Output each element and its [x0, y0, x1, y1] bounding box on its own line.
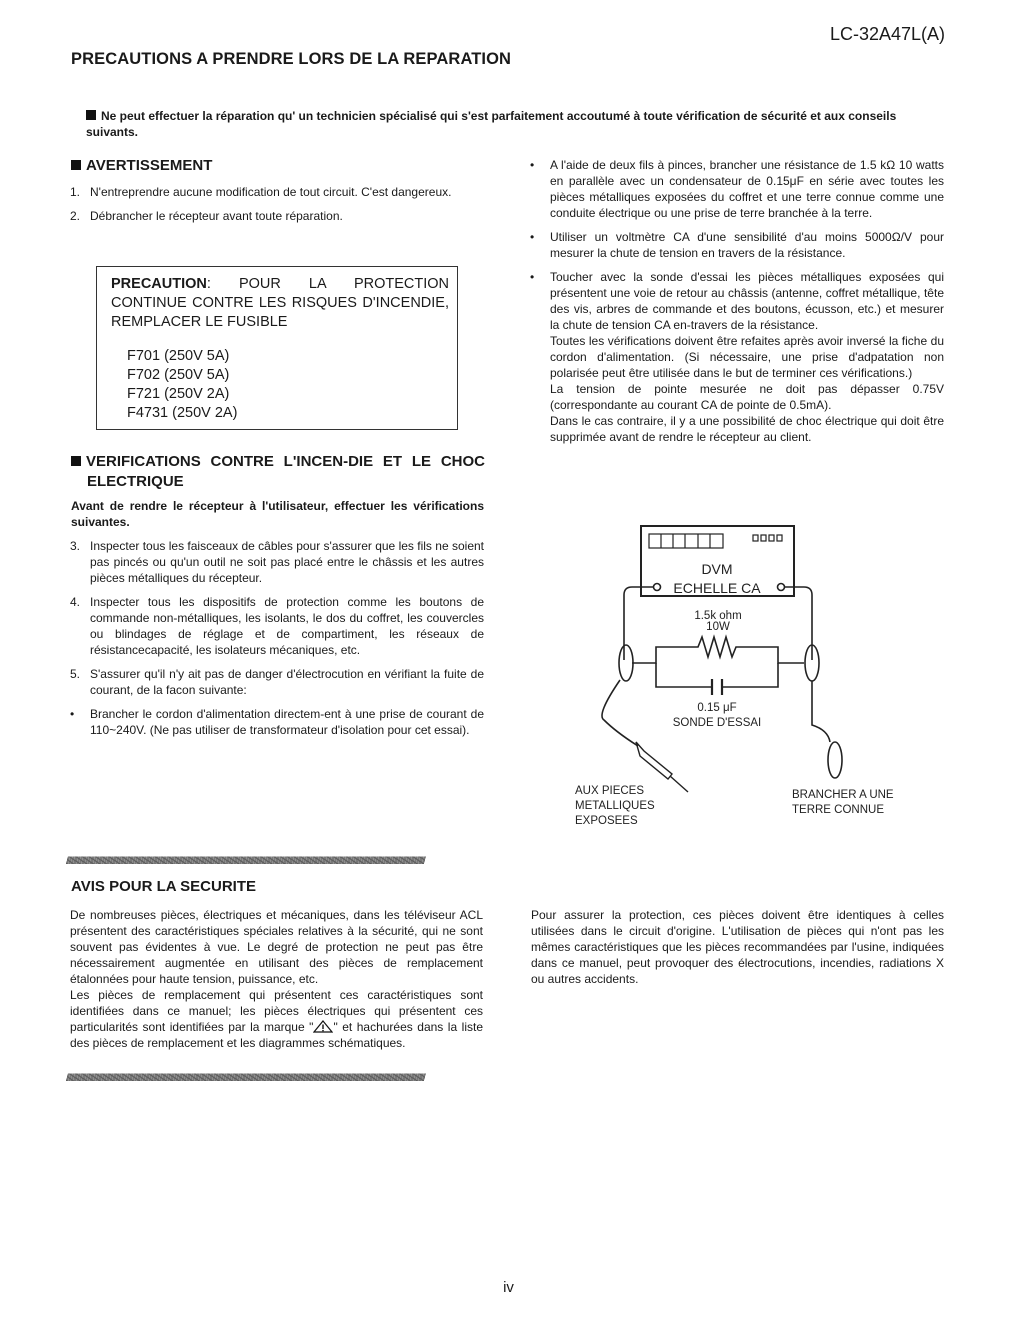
page-title: PRECAUTIONS A PRENDRE LORS DE LA REPARATION	[71, 50, 512, 68]
bullet-square-icon	[71, 456, 81, 466]
resistor-branch	[632, 637, 804, 663]
clip-left	[619, 645, 633, 681]
dvm-scale-label: ECHELLE CA	[673, 580, 761, 596]
avis-paragraph: De nombreuses pièces, électriques et mécaniques, dans les téléviseur ACL présentent des caractéristiques spéciales relatives à la sécurité, qui ne sont souvent pas évidentes à vue. Le degré de protection ne peut pas être nécessairement augmentée en utilisant des pièces de remplacement étalonnées pour haute tension, puissance, etc.	[70, 908, 483, 986]
fuse-item: F701 (250V 5A)	[127, 348, 230, 364]
wire-ground	[812, 681, 830, 742]
leakage-test-diagram	[560, 520, 960, 840]
exposed-parts-label: AUX PIECES METALLIQUES EXPOSEES	[575, 785, 655, 827]
page-number: iv	[503, 1279, 514, 1296]
list-item: 5. S'assurer qu'il n'y ait pas de danger d'électrocution en vérifiant la fuite de courant, de la facon suivante:	[70, 667, 484, 697]
list-item: 4. Inspecter tous les dispositifs de protection comme les boutons de commande non-métalliques, les isolants, le dos du coffret, les couvercles ou blindages de réglage et de compartiment, les réseaux de résistancecapacité, les isolateurs mécaniques, etc.	[70, 595, 484, 657]
dvm-terminal-right	[778, 584, 785, 591]
intro-text: Ne peut effectuer la réparation qu' un technicien spécialisé qui s'est parfaitement accoutumé à toute vérification de sécurité et aux conseils suivants.	[86, 109, 897, 139]
avertissement-heading: AVERTISSEMENT	[71, 156, 212, 176]
list-item: 3. Inspecter tous les faisceaux de câbles pour s'assurer que les fils ne soient pas pincés ou qu'un outil ne soit pas placé entre le châssis et les autres pièces métalliques du récepteur.	[70, 539, 484, 585]
list-item: 1. N'entreprendre aucune modification de tout circuit. C'est dangereux.	[70, 185, 452, 199]
hatch-separator-bottom: ////////////////////////////////////////////////////////////////////////////////////////////////////////////////////////////////////////////////////////////////////////////////////////////////////////////////////////////////////////////////////////////////////////////////////////////////////////////////	[66, 1073, 425, 1084]
capacitor-value: 0.15 μF	[697, 702, 737, 714]
intro-notice	[86, 108, 946, 140]
model-number: LC-32A47L(A)	[829, 24, 945, 44]
resistor-wattage: 10W	[706, 621, 730, 633]
avis-heading: AVIS POUR LA SECURITE	[71, 878, 257, 895]
dvm-display-icon	[649, 534, 782, 548]
fuse-list	[127, 347, 237, 423]
avis-paragraph: Les pièces de remplacement qui présentent ces caractéristiques sont identifiées dans ce manuel; les pièces électriques qui présentent ces particularités sont identifiées par la marque " " et hachurées dans la liste des pièces de remplacement et les diagrammes schématiques.	[70, 988, 483, 1050]
fuse-item: F4731 (250V 2A)	[127, 405, 238, 421]
bullet-square-icon	[86, 110, 96, 120]
dvm-terminal-left	[654, 584, 661, 591]
fuse-item: F721 (250V 2A)	[127, 386, 230, 402]
avis-left-text	[70, 907, 483, 1051]
list-item: • Brancher le cordon d'alimentation directem-ent à une prise de courant de 110~240V. (Ne pas utiliser de transformateur d'isolation pour cet essai).	[70, 707, 484, 737]
list-item: • A l'aide de deux fils à pinces, brancher une résistance de 1.5 kΩ 10 watts en parallèle avec un condensateur de 0.15μF en série avec toutes les pièces métalliques exposées du coffret et une terre connue comme une conduite électrique ou une prise de terre branchée à la terre.	[530, 158, 944, 220]
wire-probe	[602, 680, 638, 746]
resistor-value: 1.5k ohm	[694, 610, 742, 622]
precaution-text: PRECAUTION: POUR LA PROTECTION CONTINUE CONTRE LES RISQUES D'INCENDIE, REMPLACER LE FUSIBLE	[111, 276, 449, 330]
avertissement-list	[70, 184, 484, 232]
wire-left-top	[624, 587, 653, 660]
ground-clip	[828, 742, 842, 778]
capacitor-branch	[656, 663, 778, 687]
fuse-item: F702 (250V 5A)	[127, 367, 230, 383]
warning-triangle-icon	[313, 1020, 333, 1033]
list-item: • Utiliser un voltmètre CA d'une sensibilité d'au moins 5000Ω/V pour mesurer la chute de tension en travers de la résistance.	[530, 230, 944, 260]
verifications-list	[70, 538, 484, 746]
test-probe-label: SONDE D'ESSAI	[672, 717, 762, 729]
right-bullet-list	[530, 157, 944, 453]
known-ground-label: BRANCHER A UNE TERRE CONNUE	[792, 789, 894, 816]
avis-right-text: Pour assurer la protection, ces pièces doivent être identiques à celles utilisées dans le circuit d'origine. L'utilisation de pièces qui n'ont pas les mêmes caractéristiques que les pièces recommandées par l'usine, indiquées dans ce manuel, peut provoquer des électrocutions, incendies, radiations X ou autres accidents.	[531, 908, 944, 986]
bullet-square-icon	[71, 160, 81, 170]
precaution-box	[96, 266, 458, 430]
verifications-subheading: Avant de rendre le récepteur à l'utilisateur, effectuer les vérifications suivantes.	[71, 499, 484, 529]
hatch-separator-top: ////////////////////////////////////////////////////////////////////////////////////////////////////////////////////////////////////////////////////////////////////////////////////////////////////////////////////////////////////////////////////////////////////////////////////////////////////////////////	[66, 856, 425, 867]
verifications-heading: VERIFICATIONS CONTRE L'INCEN-DIE ET LE CHOC ELECTRIQUE	[71, 452, 485, 492]
list-item: • Toucher avec la sonde d'essai les pièces métalliques exposées qui présentent une voie de retour au châssis (antenne, coffret métallique, tête des vis, arbres de commande et des boutons, écusson, etc.) et mesurer la chute de tension CA en-travers de la résistance. Toutes les vérifications doivent être refaites après avoir inversé la fiche du cordon d'alimentation. (Si nécessaire, une prise d'adpatation non polarisée peut être utilisée dans le but de terminer ces vérifications.) La tension de pointe mesurée ne doit pas dépasser 0.75V (correspondante au courant CA de pointe de 0.5mA). Dans le cas contraire, il y a une possibilité de choc électrique qui doit être supprimée avant de rendre le récepteur au client.	[530, 270, 944, 444]
dvm-label: DVM	[701, 561, 733, 577]
list-item: 2. Débrancher le récepteur avant toute réparation.	[70, 209, 343, 223]
